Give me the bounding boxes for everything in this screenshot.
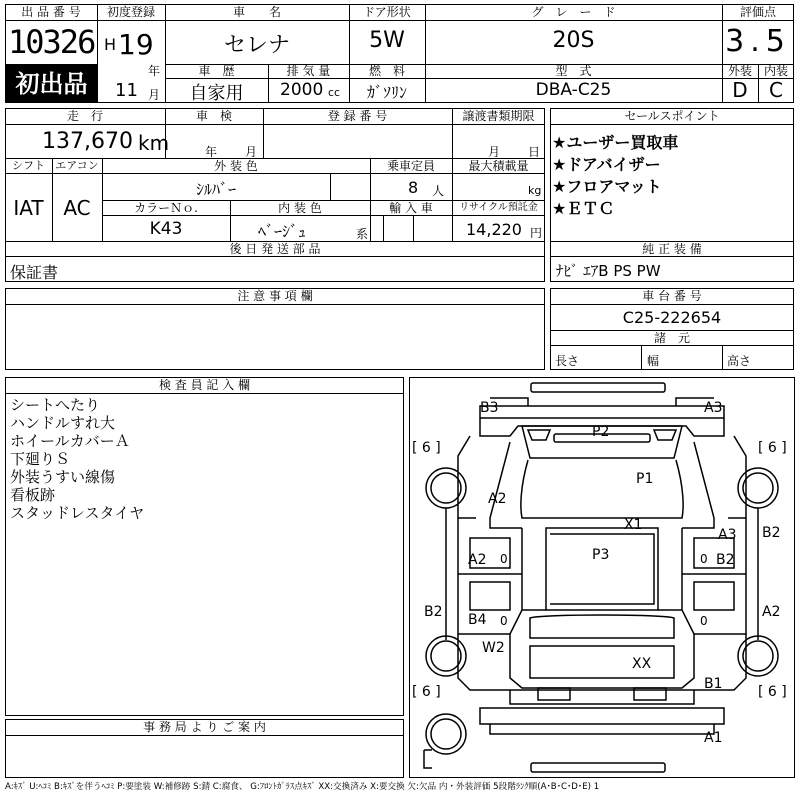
exterior-label: 外装	[727, 64, 752, 78]
recycle-unit: 円	[530, 226, 543, 240]
mark-tire-fl: [ 6 ]	[412, 440, 441, 456]
reg-no-label: 登 録 番 号	[327, 109, 388, 123]
mark-p1: P1	[636, 471, 654, 487]
color-no-value: K43	[149, 219, 183, 239]
lot-no-label: 出 品 番 号	[21, 5, 81, 19]
later-parts-value: 保証書	[10, 263, 59, 282]
door-label: ドア形状	[363, 5, 411, 19]
inspector-line-5: 外装うすい線傷	[10, 468, 116, 486]
first-reg-year-unit: 年	[148, 64, 161, 78]
ext-color-label: 外 装 色	[214, 159, 258, 173]
max-load-label: 最大積載量	[468, 159, 529, 173]
mark-tire-rl: [ 6 ]	[412, 684, 441, 700]
inspection-label: 車 検	[195, 109, 232, 123]
color-no-label: カラーＮｏ.	[134, 201, 198, 215]
displacement-unit: cc	[328, 86, 341, 99]
mileage-label: 走 行	[66, 109, 103, 123]
mark-b1: B1	[704, 676, 723, 692]
displacement-label: 排 気 量	[286, 64, 331, 78]
mark-spare	[428, 752, 451, 765]
car-name-label: 車 名	[232, 5, 281, 19]
transfer-month-unit: 月	[488, 145, 501, 159]
inspector-line-3: ホイールカバーＡ	[10, 432, 130, 450]
mark-zero-r2: 0	[700, 614, 708, 628]
genuine-value: ﾅﾋﾞ ｴｱB PS PW	[556, 262, 661, 280]
car-name: セレナ	[223, 33, 290, 58]
history-value: 自家用	[189, 83, 244, 104]
interior-score: C	[769, 78, 783, 102]
first-reg-month: 11	[115, 80, 138, 101]
mark-b2-left: B2	[424, 604, 443, 620]
first-listing-badge: 初出品	[6, 65, 97, 103]
mileage-unit: km	[138, 131, 170, 155]
ext-color-value: ｼﾙﾊﾞｰ	[195, 180, 236, 199]
int-color-unit: 系	[356, 227, 369, 241]
mark-a1: A1	[704, 730, 723, 746]
mark-xx: XX	[632, 656, 652, 672]
mark-tire-fr: [ 6 ]	[758, 440, 787, 456]
recycle-value: 14,220	[466, 220, 522, 239]
transfer-day-unit: 日	[528, 145, 541, 159]
lot-number: 10326	[8, 23, 95, 61]
first-reg-era: H	[104, 35, 117, 54]
mark-p3: P3	[592, 547, 610, 563]
dimensions-label: 諸 元	[653, 331, 690, 345]
inspection-month-unit: 月	[245, 145, 258, 159]
capacity-label: 乗車定員	[386, 159, 435, 173]
damage-legend: A:ｷｽﾞ U:ﾍｺﾐ B:ｷｽﾞを伴うﾍｺﾐ P:要塗装 W:補修跡 S:錆 C:腐食、 G:ﾌﾛﾝﾄｶﾞﾗｽ点ｷｽﾞ XX:交換済み X:要交換 欠:欠品 内・外装評価 5段階ﾗﾝｸ順(A･B･C･D･E) 1	[5, 782, 600, 792]
chassis-number: C25-222654	[622, 308, 722, 327]
shift-label: シフト	[12, 159, 45, 172]
inspector-line-1: シートへたり	[10, 396, 101, 414]
transfer-label: 譲渡書類期限	[462, 109, 535, 123]
mark-tire-rr: [ 6 ]	[758, 684, 787, 700]
aircon-label: エアコン	[55, 159, 99, 172]
overall-score: 3.5	[725, 24, 791, 59]
mark-b2-right-door: B2	[716, 552, 735, 568]
mark-x1: X1	[624, 517, 643, 533]
sales-point-1: ★ユーザー買取車	[552, 133, 679, 152]
mileage-value: 137,670	[42, 129, 133, 154]
sales-point-4: ★ＥＴＣ	[552, 199, 615, 218]
model-code-label: 型 式	[555, 64, 592, 78]
office-label: 事 務 局 よ り ご 案 内	[143, 720, 266, 734]
capacity-value: 8	[408, 178, 419, 197]
int-color-value: ﾍﾞｰｼﾞｭ	[258, 222, 307, 241]
mark-b3: B3	[480, 400, 499, 416]
inspector-line-6: 看板跡	[10, 486, 56, 504]
first-reg-month-unit: 月	[148, 88, 161, 102]
mark-zero-l2: 0	[500, 614, 508, 628]
mark-a2-hood: A2	[488, 491, 507, 507]
mark-p2: P2	[592, 424, 610, 440]
mark-b2-right-edge: B2	[762, 525, 781, 541]
inspection-year-unit: 年	[205, 145, 218, 159]
inspector-line-7: スタッドレスタイヤ	[10, 504, 145, 522]
shift-value: IAT	[13, 196, 44, 220]
displacement-value: 2000	[280, 80, 324, 100]
mark-w2: W2	[482, 640, 505, 656]
mark-a3-top: A3	[704, 400, 723, 416]
mark-a2-right-rear: A2	[762, 604, 781, 620]
fuel-value: ｶﾞｿﾘﾝ	[366, 83, 407, 102]
aircon-value: AC	[63, 196, 91, 220]
mark-zero-r1: 0	[700, 552, 708, 566]
interior-label: 内装	[763, 64, 788, 78]
mark-b4: B4	[468, 612, 487, 628]
exterior-score: D	[732, 78, 748, 102]
sales-points-label: セールスポイント	[624, 109, 720, 123]
mark-a3-right: A3	[718, 527, 737, 543]
later-parts-label: 後 日 発 送 部 品	[229, 242, 321, 256]
mark-a2-left-door: A2	[468, 552, 487, 568]
import-label: 輸 入 車	[389, 201, 433, 215]
first-reg-label: 初度登録	[106, 5, 155, 19]
door-type: 5W	[369, 28, 405, 53]
dimension-width: 幅	[647, 354, 660, 368]
max-load-unit: kg	[528, 184, 542, 197]
recycle-label: リサイクル預託金	[459, 202, 538, 213]
inspector-line-4: 下廻りＳ	[10, 450, 71, 468]
sales-point-2: ★ドアバイザー	[552, 155, 661, 174]
mark-zero-l1: 0	[500, 552, 508, 566]
int-color-label: 内 装 色	[278, 201, 322, 215]
notes-label: 注 意 事 項 欄	[237, 289, 313, 303]
history-label: 車 歴	[198, 64, 235, 78]
score-label: 評価点	[739, 5, 776, 19]
grade-label: グ レ ー ド	[531, 5, 616, 19]
car-diagram	[409, 377, 795, 778]
capacity-unit: 人	[432, 184, 445, 198]
inspector-line-2: ハンドルすれ大	[10, 414, 116, 432]
dimension-length: 長さ	[555, 354, 580, 368]
fuel-label: 燃 料	[368, 64, 405, 78]
model-code-value: DBA-C25	[535, 80, 612, 100]
chassis-label: 車 台 番 号	[642, 289, 702, 303]
sales-point-3: ★フロアマット	[552, 177, 662, 196]
dimension-height: 高さ	[727, 354, 752, 368]
grade-value: 20S	[552, 28, 595, 53]
first-reg-year: 19	[118, 28, 154, 61]
inspector-label: 検 査 員 記 入 欄	[158, 378, 251, 392]
genuine-label: 純 正 装 備	[642, 242, 702, 256]
